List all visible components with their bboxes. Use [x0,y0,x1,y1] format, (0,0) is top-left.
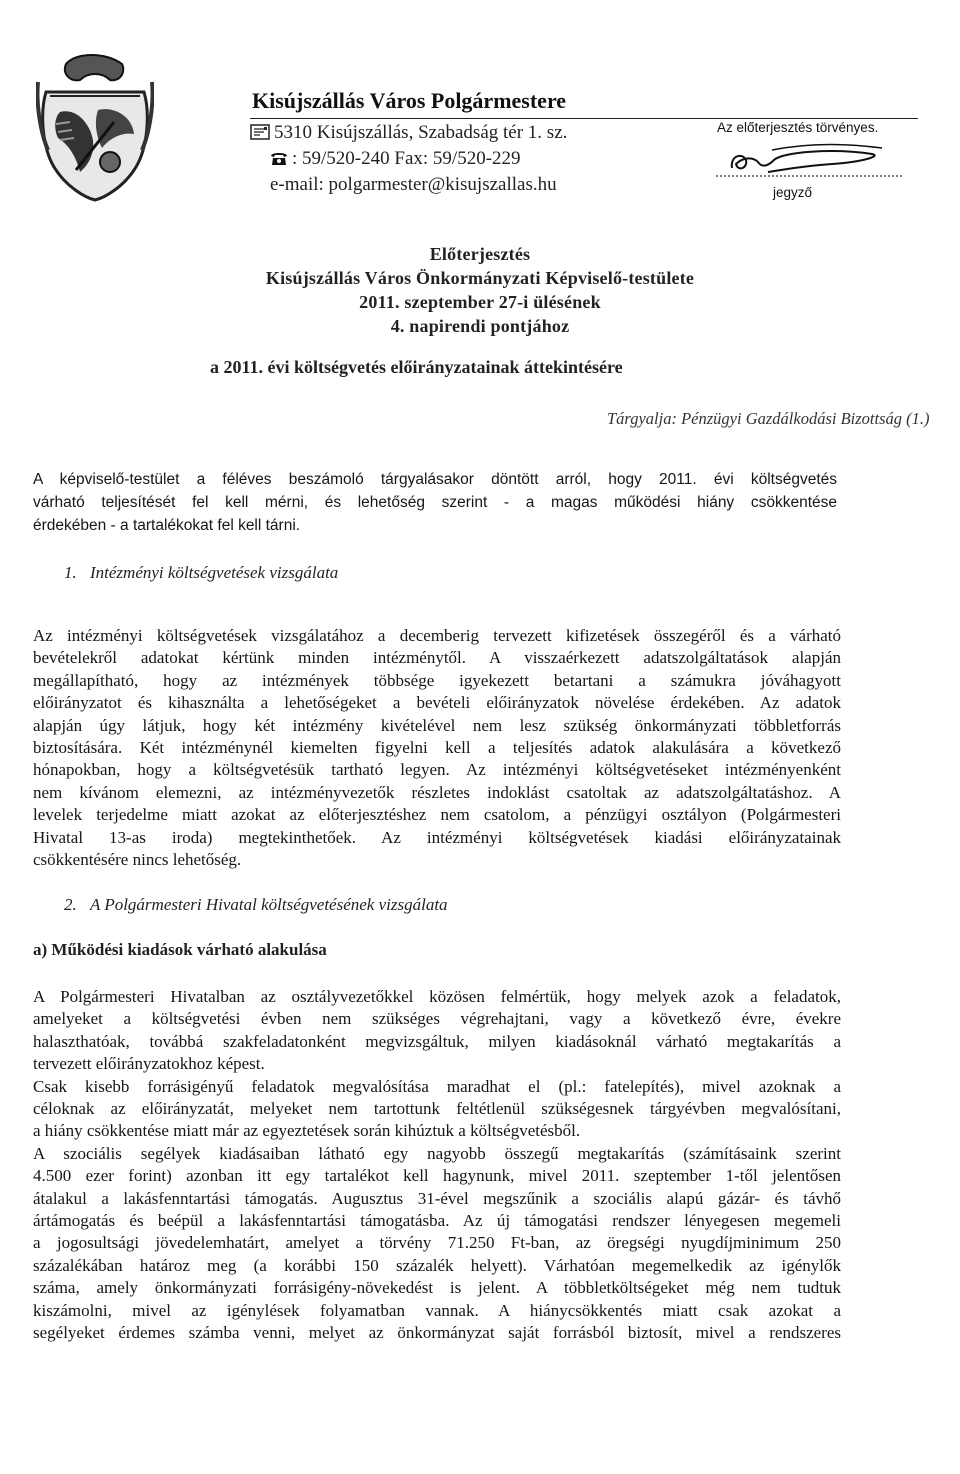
section1-number: 1. [64,563,77,582]
agenda-item: 4. napirendi pontjához [390,316,570,336]
text-line: száma, amely önkormányzati forrásigény-növekedést is jelent. A többletköltségeket még nem tudtuk [33,1278,841,1298]
meeting-date: 2011. szeptember 27-i ülésének [359,292,601,312]
text-line: Az intézményi költségvetések vizsgálatához a decemberig tervezett kifizetések összegéről és a várható [33,626,841,645]
section2-title: A Polgármesteri Hivatal költségvetésének vizsgálata [90,895,448,914]
text-line: hónapokban, hogy a költségvetésük tartható legyen. Az intézményi költségvetéseket intézményenként [33,760,841,780]
section2-number: 2. [64,895,77,914]
text-line: érdekében - a tartalékokat fel kell tárni. [33,517,301,534]
text-line: Hivatal 13-as iroda) megtekinthetőek. Az intézményi költségvetések kiadási előirányzatainak [33,827,841,847]
text-line: a hiány csökkentése miatt már az egyeztetések során kihúztuk a költségvetésből. [33,1121,581,1141]
section1-heading [64,563,338,583]
approval-note: Az előterjesztés törvényes. [717,120,879,135]
text-line: ártámogatás és beépül a lakásfenntartási támogatásba. Az új támogatási rendszer lényegesen megemeli [33,1211,841,1231]
text-line: bevételekről adatokat kértünk minden intézménytől. A visszaérkezett adatszolgáltatások alapján [33,648,841,668]
phone-fax-text: : 59/520-240 Fax: 59/520-229 [292,148,521,169]
text-line: százalékában határoz meg (a korábbi 150 százalék helyett). Várhatóan megemelkedik az igénylők [33,1255,841,1275]
text-line: alapján úgy látjuk, hogy két intézmény kivételével nem lesz szükség önkormányzati többletforrás [33,715,841,735]
mail-icon [250,124,270,140]
text-line: Csak kisebb forrásigényű feladatok megvalósítása maradhat el (pl.: fatelepítés), mivel azoknak a [33,1076,841,1096]
phone-icon [270,150,288,166]
text-line: előirányzatot és kihasználta a lehetőségeket a bevételi előirányzatok növelése érdekében. Az adatok [33,693,841,713]
email-line: e-mail: polgarmester@kisujszallas.hu [270,174,557,195]
signature-image [712,138,912,180]
doc-body: Kisújszállás Város Önkormányzati Képviselő-testülete [265,268,695,288]
city-crest-icon [36,52,154,202]
text-line: halaszthatóak, továbbá szakfeladatonként megvizsgáltuk, milyen kiadásoknál várható megtakarítás a [33,1031,841,1051]
approver-label: jegyző [773,185,813,200]
text-line: amelyeket a költségvetési évben nem szükséges végrehajtani, vagy a következő évre, évekre [33,1009,841,1029]
subject-line: a 2011. évi költségvetés előirányzatainak áttekintésére [210,357,623,377]
text-line: átalakul a lakásfenntartási támogatás. Augusztus 31-ével megszűnik a szociális alapú gázár- és távhő [33,1188,841,1208]
text-line: céloknak az előirányzatát, melyeket nem tartottunk feltétlenül szükségesnek tárgyévben megvalósítani, [33,1099,841,1119]
handled-by: Tárgyalja: Pénzügyi Gazdálkodási Bizottság (1.) [607,409,930,428]
header-title: Kisújszállás Város Polgármestere [252,88,567,113]
address-text: 5310 Kisújszállás, Szabadság tér 1. sz. [274,122,568,143]
text-line: A képviselő-testület a féléves beszámoló tárgyalásakor döntött arról, hogy 2011. évi költségvetés [33,471,837,488]
text-line: A szociális segélyek kiadásaiban látható egy nagyobb összegű megtakarítás (számításaink szerint [33,1143,841,1163]
header-divider [250,118,918,119]
section2-subheading: a) Működési kiadások várható alakulása [33,940,327,959]
text-line: levelek terjedelme miatt azokat az előterjesztéshez nem csatolom, a pénzügyi osztályon (Polgármesteri [33,805,841,825]
text-line: megállapítható, hogy az intézmények többsége igyekezett betartani a számukra jóváhagyott [33,670,841,690]
text-line: biztosítására. Két intézménynél kiemelten figyelni kell a teljesítés adatok alakulására a következő [33,738,841,758]
section1-paragraph [33,625,841,871]
text-line: csökkentésére nincs lehetőség. [33,850,242,870]
text-line: tervezett előirányzatokhoz képest. [33,1054,265,1074]
text-line: segélyeket érdemes számba venni, melyet az önkormányzat saját forrásból biztosít, mivel a rendszeres [33,1323,841,1343]
address-line [250,122,567,144]
text-line: 4.500 ezer forint) azonban itt egy tartalékot kell hagynunk, mivel 2011. szeptember 1-től jelentősen [33,1166,841,1186]
text-line: A Polgármesteri Hivatalban az osztályvezetőkkel közösen felmértük, hogy melyek azok a feladatok, [33,987,841,1006]
section1-title: Intézményi költségvetések vizsgálata [90,563,339,582]
text-line: várható teljesítését fel kell mérni, és lehetőség szerint - a magas működési hiány csökkentése [33,494,837,511]
text-line: nem kívánom elemezni, az intézményvezetők részletes indoklást csatoltak az adatszolgáltatáshoz. A [33,782,841,802]
intro-paragraph [33,468,837,537]
doc-type: Előterjesztés [429,244,531,264]
section2-heading [64,895,448,915]
phone-line [270,148,521,170]
text-line: kiszámolni, mivel az igénylések folyamatban vannak. A hiánycsökkentés miatt csak azokat a [33,1300,841,1320]
section2-paragraph [33,986,841,1345]
text-line: a jogosultsági jövedelemhatárt, amelyet a törvény 71.250 Ft-ban, az öregségi nyugdíjminimum 250 [33,1233,841,1253]
